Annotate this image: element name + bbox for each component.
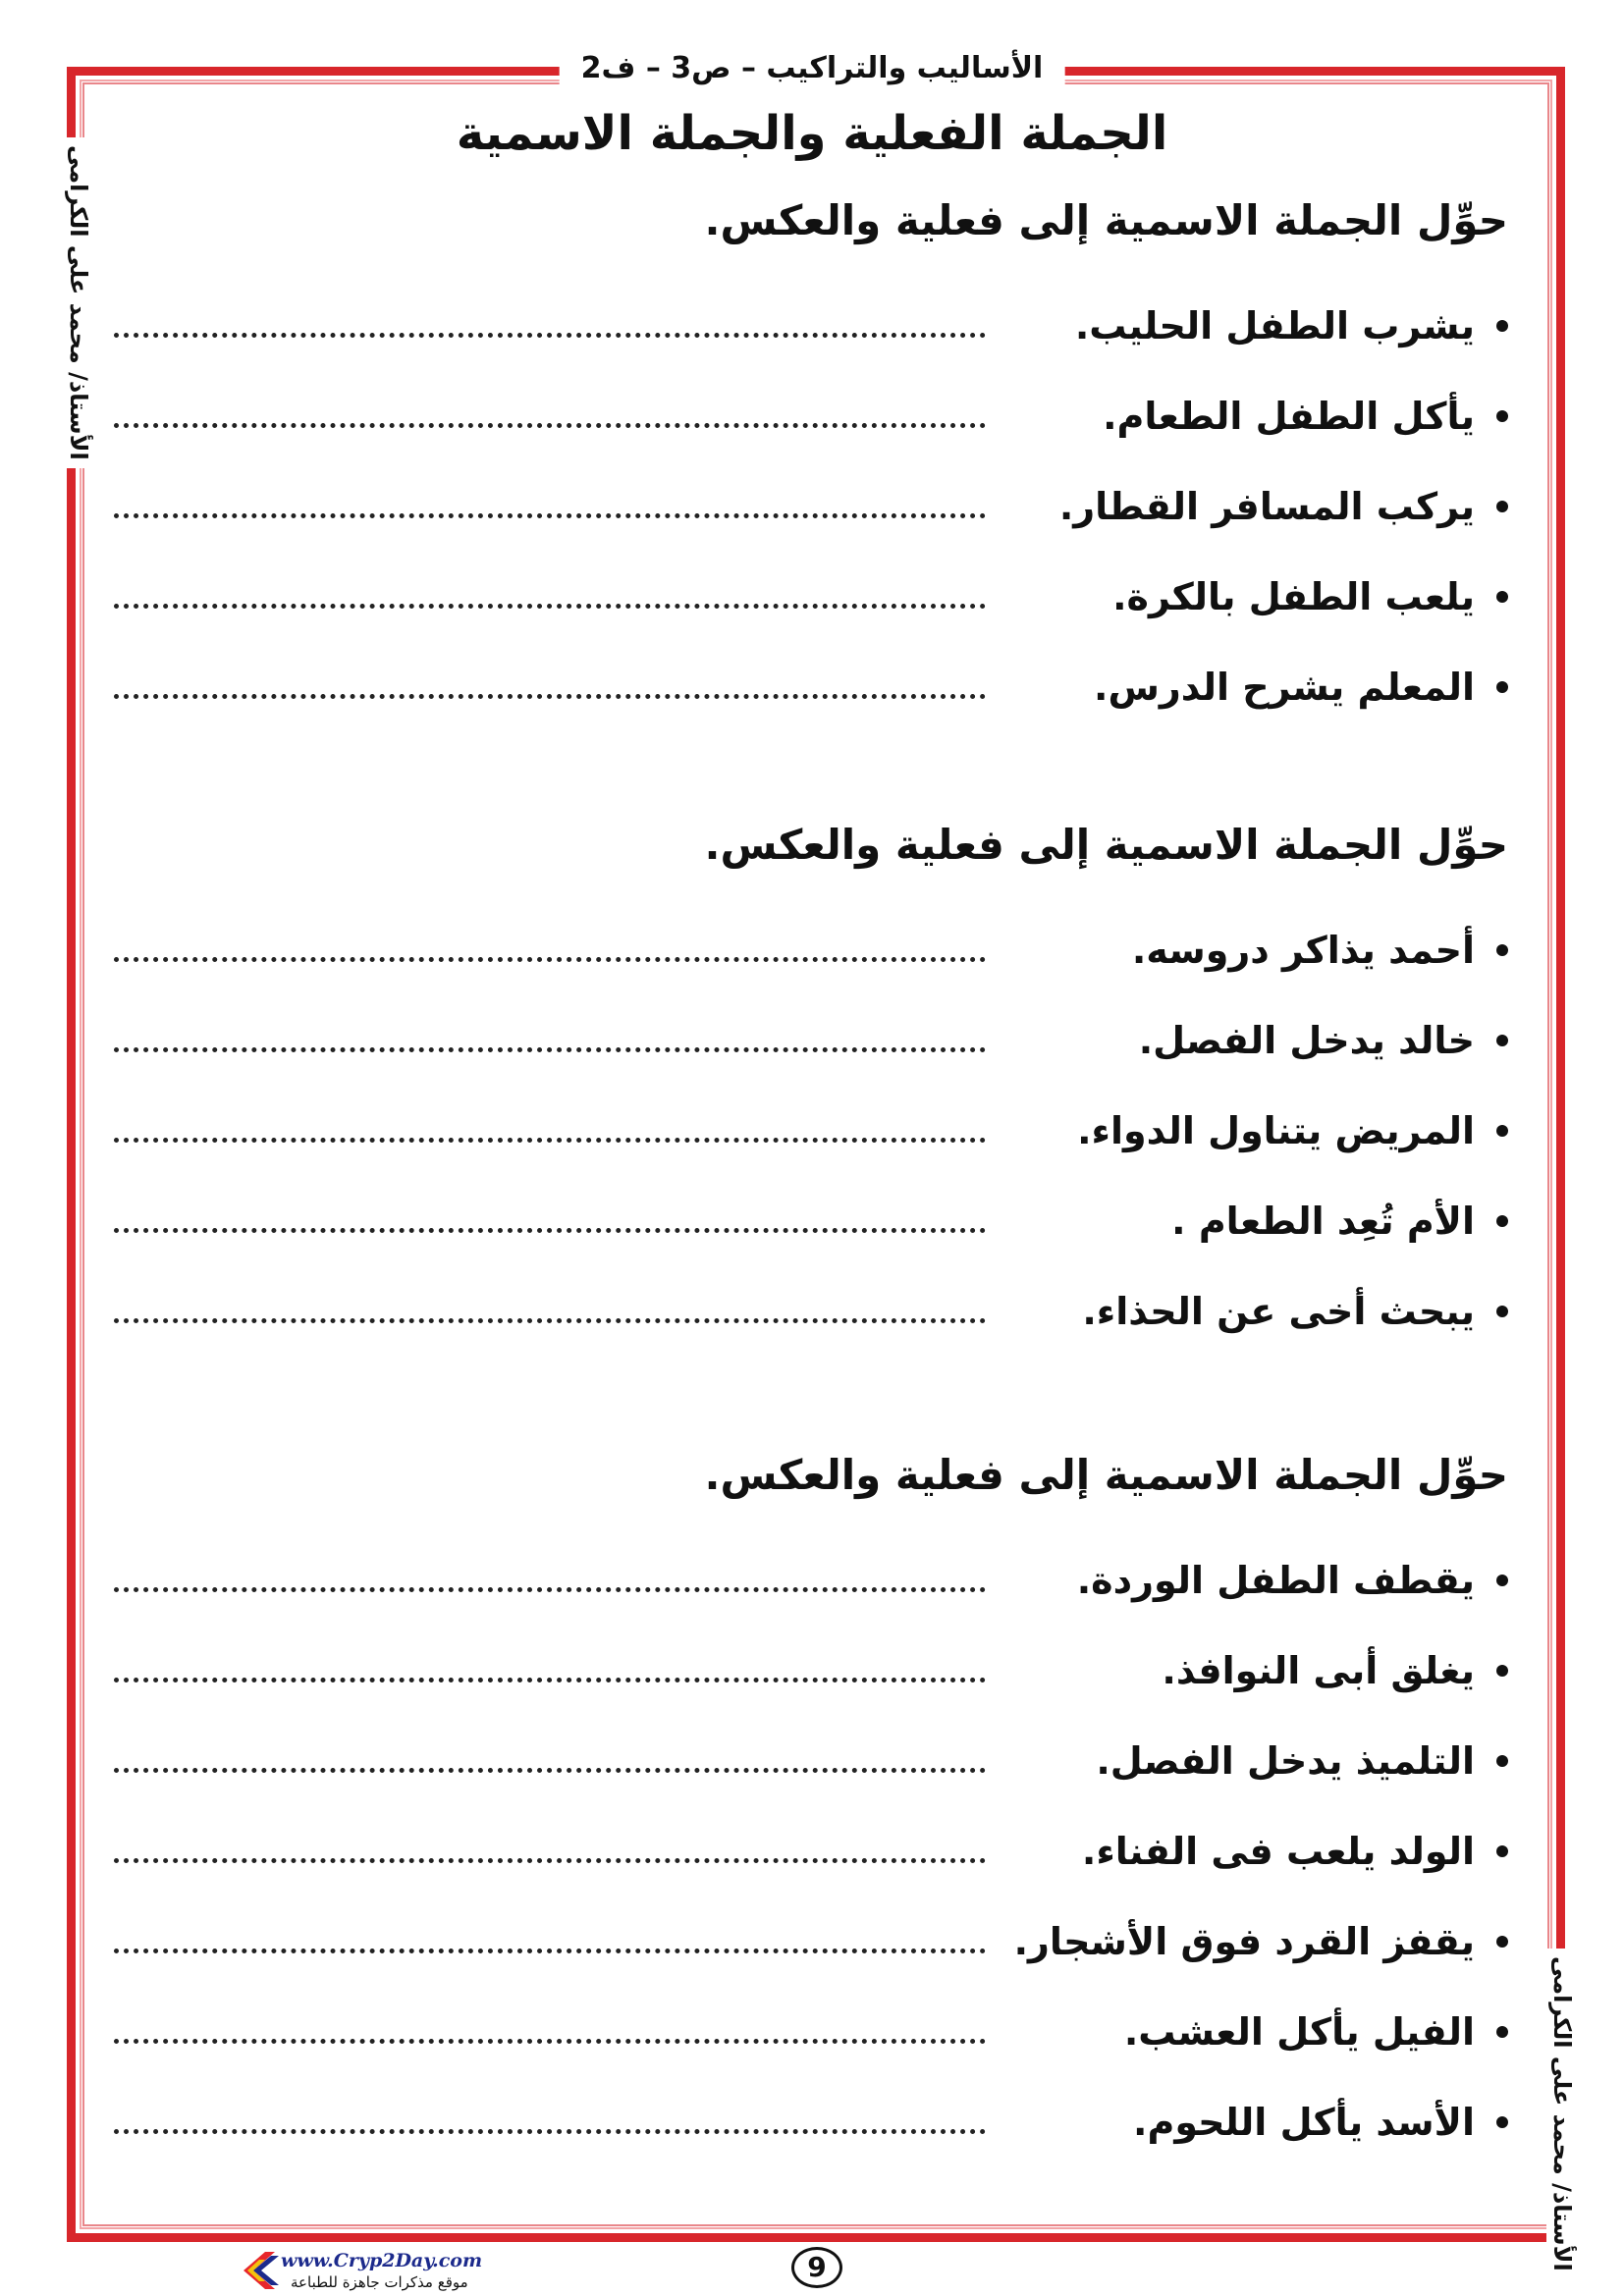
exercise-sentence: يقفز القرد فوق الأشجار.	[1013, 1920, 1475, 1963]
exercise-item	[114, 1912, 1508, 1971]
exercise-item	[114, 2002, 1508, 2061]
page-title: الجملة الفعلية والجملة الاسمية	[456, 106, 1168, 161]
answer-line[interactable]	[114, 2039, 986, 2044]
teacher-name-side-right: الأستاذ/ محمد على الكرامى	[1546, 1949, 1578, 2279]
exercise-item	[114, 1101, 1508, 1160]
bullet-icon	[1496, 1936, 1508, 1948]
answer-line[interactable]	[114, 1587, 986, 1592]
exercise-item	[114, 1011, 1508, 1070]
exercise-sentence: أحمد يذاكر دروسه.	[1131, 929, 1475, 972]
site-logo[interactable]	[236, 2248, 481, 2295]
exercise-sentence: التلميذ يدخل الفصل.	[1096, 1739, 1475, 1783]
answer-line[interactable]	[114, 423, 986, 428]
answer-line[interactable]	[114, 604, 986, 609]
page-number: 9	[791, 2247, 842, 2288]
exercise-sentence: يشرب الطفل الحليب.	[1074, 304, 1475, 347]
logo-url: www.Cryp2Day.com	[281, 2250, 483, 2271]
answer-line[interactable]	[114, 1138, 986, 1143]
bullet-icon	[1496, 410, 1508, 422]
bullet-icon	[1496, 1755, 1508, 1767]
bullet-icon	[1496, 2026, 1508, 2038]
exercise-sentence: المريض يتناول الدواء.	[1077, 1109, 1475, 1152]
bullet-icon	[1496, 501, 1508, 512]
exercise-item	[114, 1641, 1508, 1700]
section-heading: حوِّل الجملة الاسمية إلى فعلية والعكس.	[704, 1451, 1508, 1499]
logo-chevron-icon	[236, 2248, 281, 2293]
section-heading: حوِّل الجملة الاسمية إلى فعلية والعكس.	[704, 821, 1508, 869]
exercise-sentence: يغلق أبى النوافذ.	[1162, 1649, 1475, 1692]
exercise-item	[114, 2093, 1508, 2152]
exercise-sentence: خالد يدخل الفصل.	[1138, 1019, 1475, 1062]
answer-line[interactable]	[114, 1318, 986, 1323]
answer-line[interactable]	[114, 1858, 986, 1863]
exercise-sentence: المعلم يشرح الدرس.	[1094, 666, 1475, 709]
exercise-sentence: الولد يلعب فى الفناء.	[1081, 1830, 1475, 1873]
answer-line[interactable]	[114, 694, 986, 699]
exercise-item	[114, 296, 1508, 355]
answer-line[interactable]	[114, 1768, 986, 1773]
answer-line[interactable]	[114, 333, 986, 338]
answer-line[interactable]	[114, 513, 986, 518]
exercise-sentence: يركب المسافر القطار.	[1058, 485, 1475, 528]
answer-line[interactable]	[114, 1678, 986, 1682]
exercise-sentence: الأم تُعِد الطعام .	[1171, 1200, 1475, 1243]
bullet-icon	[1496, 1845, 1508, 1857]
bullet-icon	[1496, 2116, 1508, 2128]
bullet-icon	[1496, 944, 1508, 956]
bullet-icon	[1496, 320, 1508, 332]
bullet-icon	[1496, 1215, 1508, 1227]
answer-line[interactable]	[114, 2129, 986, 2134]
bullet-icon	[1496, 1306, 1508, 1317]
exercise-item	[114, 1551, 1508, 1610]
exercise-item	[114, 1732, 1508, 1790]
exercise-item	[114, 567, 1508, 626]
bullet-icon	[1496, 1665, 1508, 1677]
answer-line[interactable]	[114, 1047, 986, 1052]
bullet-icon	[1496, 1575, 1508, 1586]
exercise-sentence: يأكل الطفل الطعام.	[1103, 395, 1475, 438]
exercise-item	[114, 387, 1508, 446]
section-heading: حوِّل الجملة الاسمية إلى فعلية والعكس.	[704, 196, 1508, 244]
logo-tagline: موقع مذكرات جاهزة للطباعة	[291, 2273, 468, 2291]
bullet-icon	[1496, 681, 1508, 693]
bullet-icon	[1496, 1125, 1508, 1137]
exercise-sentence: الفيل يأكل العشب.	[1123, 2010, 1475, 2054]
bullet-icon	[1496, 591, 1508, 603]
exercise-item	[114, 1282, 1508, 1341]
teacher-name-side-left: الأستاذ/ محمد على الكرامى	[63, 137, 94, 468]
header-label: الأساليب والتراكيب – ص3 – ف2	[560, 51, 1065, 85]
bullet-icon	[1496, 1035, 1508, 1046]
exercise-item	[114, 658, 1508, 717]
exercise-item	[114, 477, 1508, 536]
answer-line[interactable]	[114, 1228, 986, 1233]
exercise-sentence: يلعب الطفل بالكرة.	[1112, 575, 1475, 618]
answer-line[interactable]	[114, 957, 986, 962]
exercise-sentence: يقطف الطفل الوردة.	[1076, 1559, 1475, 1602]
exercise-item	[114, 921, 1508, 980]
exercise-sentence: الأسد يأكل اللحوم.	[1133, 2101, 1475, 2144]
exercise-item	[114, 1192, 1508, 1251]
answer-line[interactable]	[114, 1949, 986, 1953]
exercise-item	[114, 1822, 1508, 1881]
exercise-sentence: يبحث أخى عن الحذاء.	[1082, 1290, 1475, 1333]
